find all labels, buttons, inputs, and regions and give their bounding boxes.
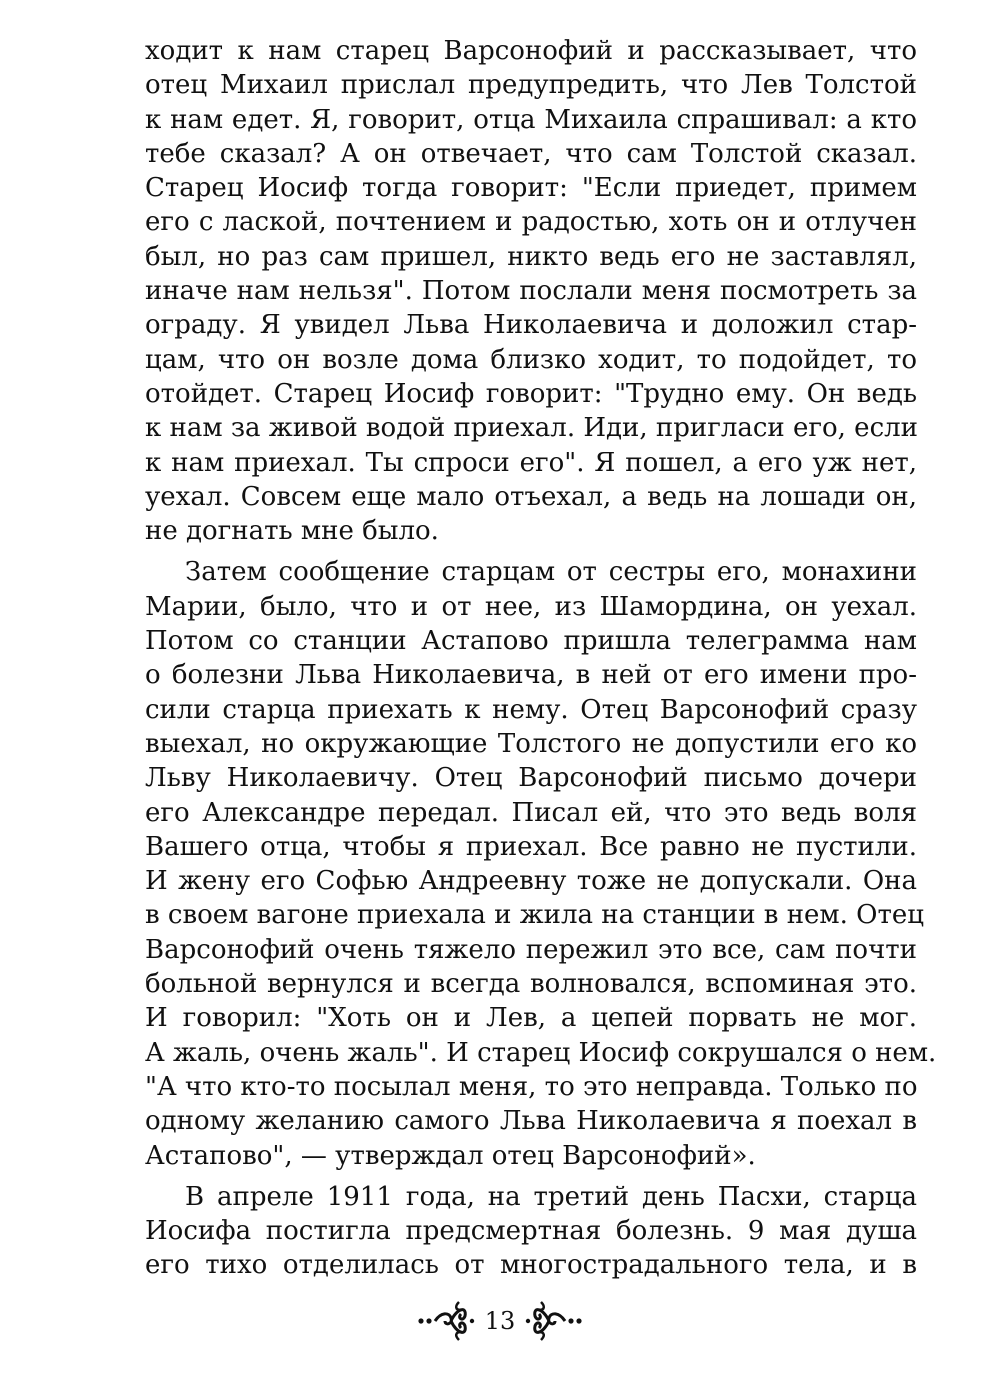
text-line: Варсонофий очень тяжело пережил это все, сам почти	[145, 934, 917, 965]
paragraph-2	[145, 555, 937, 1172]
text-line: отец Михаил прислал предупредить, что Лев Толстой	[145, 70, 917, 101]
text-line: Марии, было, что и от нее, из Шамордина, он уехал.	[145, 591, 917, 622]
flourish-ornament-right-icon	[523, 1298, 585, 1344]
text-line: ограду. Я увидел Льва Николаевича и доложил стар-	[145, 310, 917, 341]
text-line: его Александре передал. Писал ей, что это ведь воля	[145, 797, 917, 828]
text-line: не догнать мне было.	[145, 516, 439, 547]
text-line: больной вернулся и всегда волновался, вспоминая это.	[145, 969, 917, 1000]
page-footer	[0, 1298, 1000, 1344]
text-line: его тихо отделилась от многострадального тела, и в	[145, 1250, 917, 1281]
paragraph-3	[145, 1180, 917, 1283]
text-line: А жаль, очень жаль". И старец Иосиф сокрушался о нем.	[145, 1037, 937, 1068]
text-line: выехал, но окружающие Толстого не допустили его ко	[145, 728, 917, 759]
text-line: Затем сообщение старцам от сестры его, монахини	[185, 557, 917, 588]
text-line: И говорил: "Хоть он и Лев, а цепей порвать не мог.	[145, 1003, 917, 1034]
text-line: уехал. Совсем еще мало отъехал, а ведь на лошади он,	[145, 481, 917, 512]
text-line: к нам едет. Я, говорит, отца Михаила спрашивал: а кто	[145, 104, 917, 135]
text-line: Старец Иосиф тогда говорит: "Если приедет, примем	[145, 173, 917, 204]
text-line: Льву Николаевичу. Отец Варсонофий письмо дочери	[145, 763, 917, 794]
text-line: Вашего отца, чтобы я приехал. Все равно не пустили.	[145, 831, 917, 862]
text-line: "А что кто-то посылал меня, то это неправда. Только по	[145, 1071, 918, 1102]
text-line: отойдет. Старец Иосиф говорит: "Трудно ему. Он ведь	[145, 378, 917, 409]
text-line: тебе сказал? А он отвечает, что сам Толстой сказал.	[145, 138, 917, 169]
text-line: В апреле 1911 года, на третий день Пасхи, старца	[185, 1181, 917, 1212]
text-line: о болезни Льва Николаевича, в ней от его имени про-	[145, 660, 917, 691]
text-line: И жену его Софью Андреевну тоже не допускали. Она	[145, 866, 917, 897]
text-line: Иосифа постигла предсмертная болезнь. 9 мая душа	[145, 1216, 917, 1247]
text-line: его с лаской, почтением и радостью, хоть он и отлучен	[145, 207, 917, 238]
text-line: ходит к нам старец Варсонофий и рассказывает, что	[145, 36, 917, 66]
text-line: Потом со станции Астапово пришла телеграмма нам	[145, 626, 917, 657]
flourish-ornament-left-icon	[415, 1298, 477, 1344]
text-line: к нам за живой водой приехал. Иди, пригласи его, если	[145, 413, 918, 444]
text-line: Астапово", — утверждал отец Варсонофий».	[145, 1140, 756, 1171]
page-number: 13	[484, 1307, 516, 1335]
text-line: иначе нам нельзя". Потом послали меня посмотреть за	[145, 276, 917, 307]
text-line: к нам приехал. Ты спроси его". Я пошел, а его уж нет,	[145, 447, 917, 478]
text-line: одному желанию самого Льва Николаевича я поехал в	[145, 1106, 917, 1137]
text-line: в своем вагоне приехала и жила на станции в нем. Отец	[145, 900, 924, 931]
paragraph-1	[145, 34, 917, 548]
text-line: сили старца приехать к нему. Отец Варсонофий сразу	[145, 694, 917, 725]
text-line: был, но раз сам пришел, никто ведь его не заставлял,	[145, 241, 917, 272]
text-line: цам, что он возле дома близко ходит, то подойдет, то	[145, 344, 917, 375]
page-body	[145, 34, 937, 1290]
